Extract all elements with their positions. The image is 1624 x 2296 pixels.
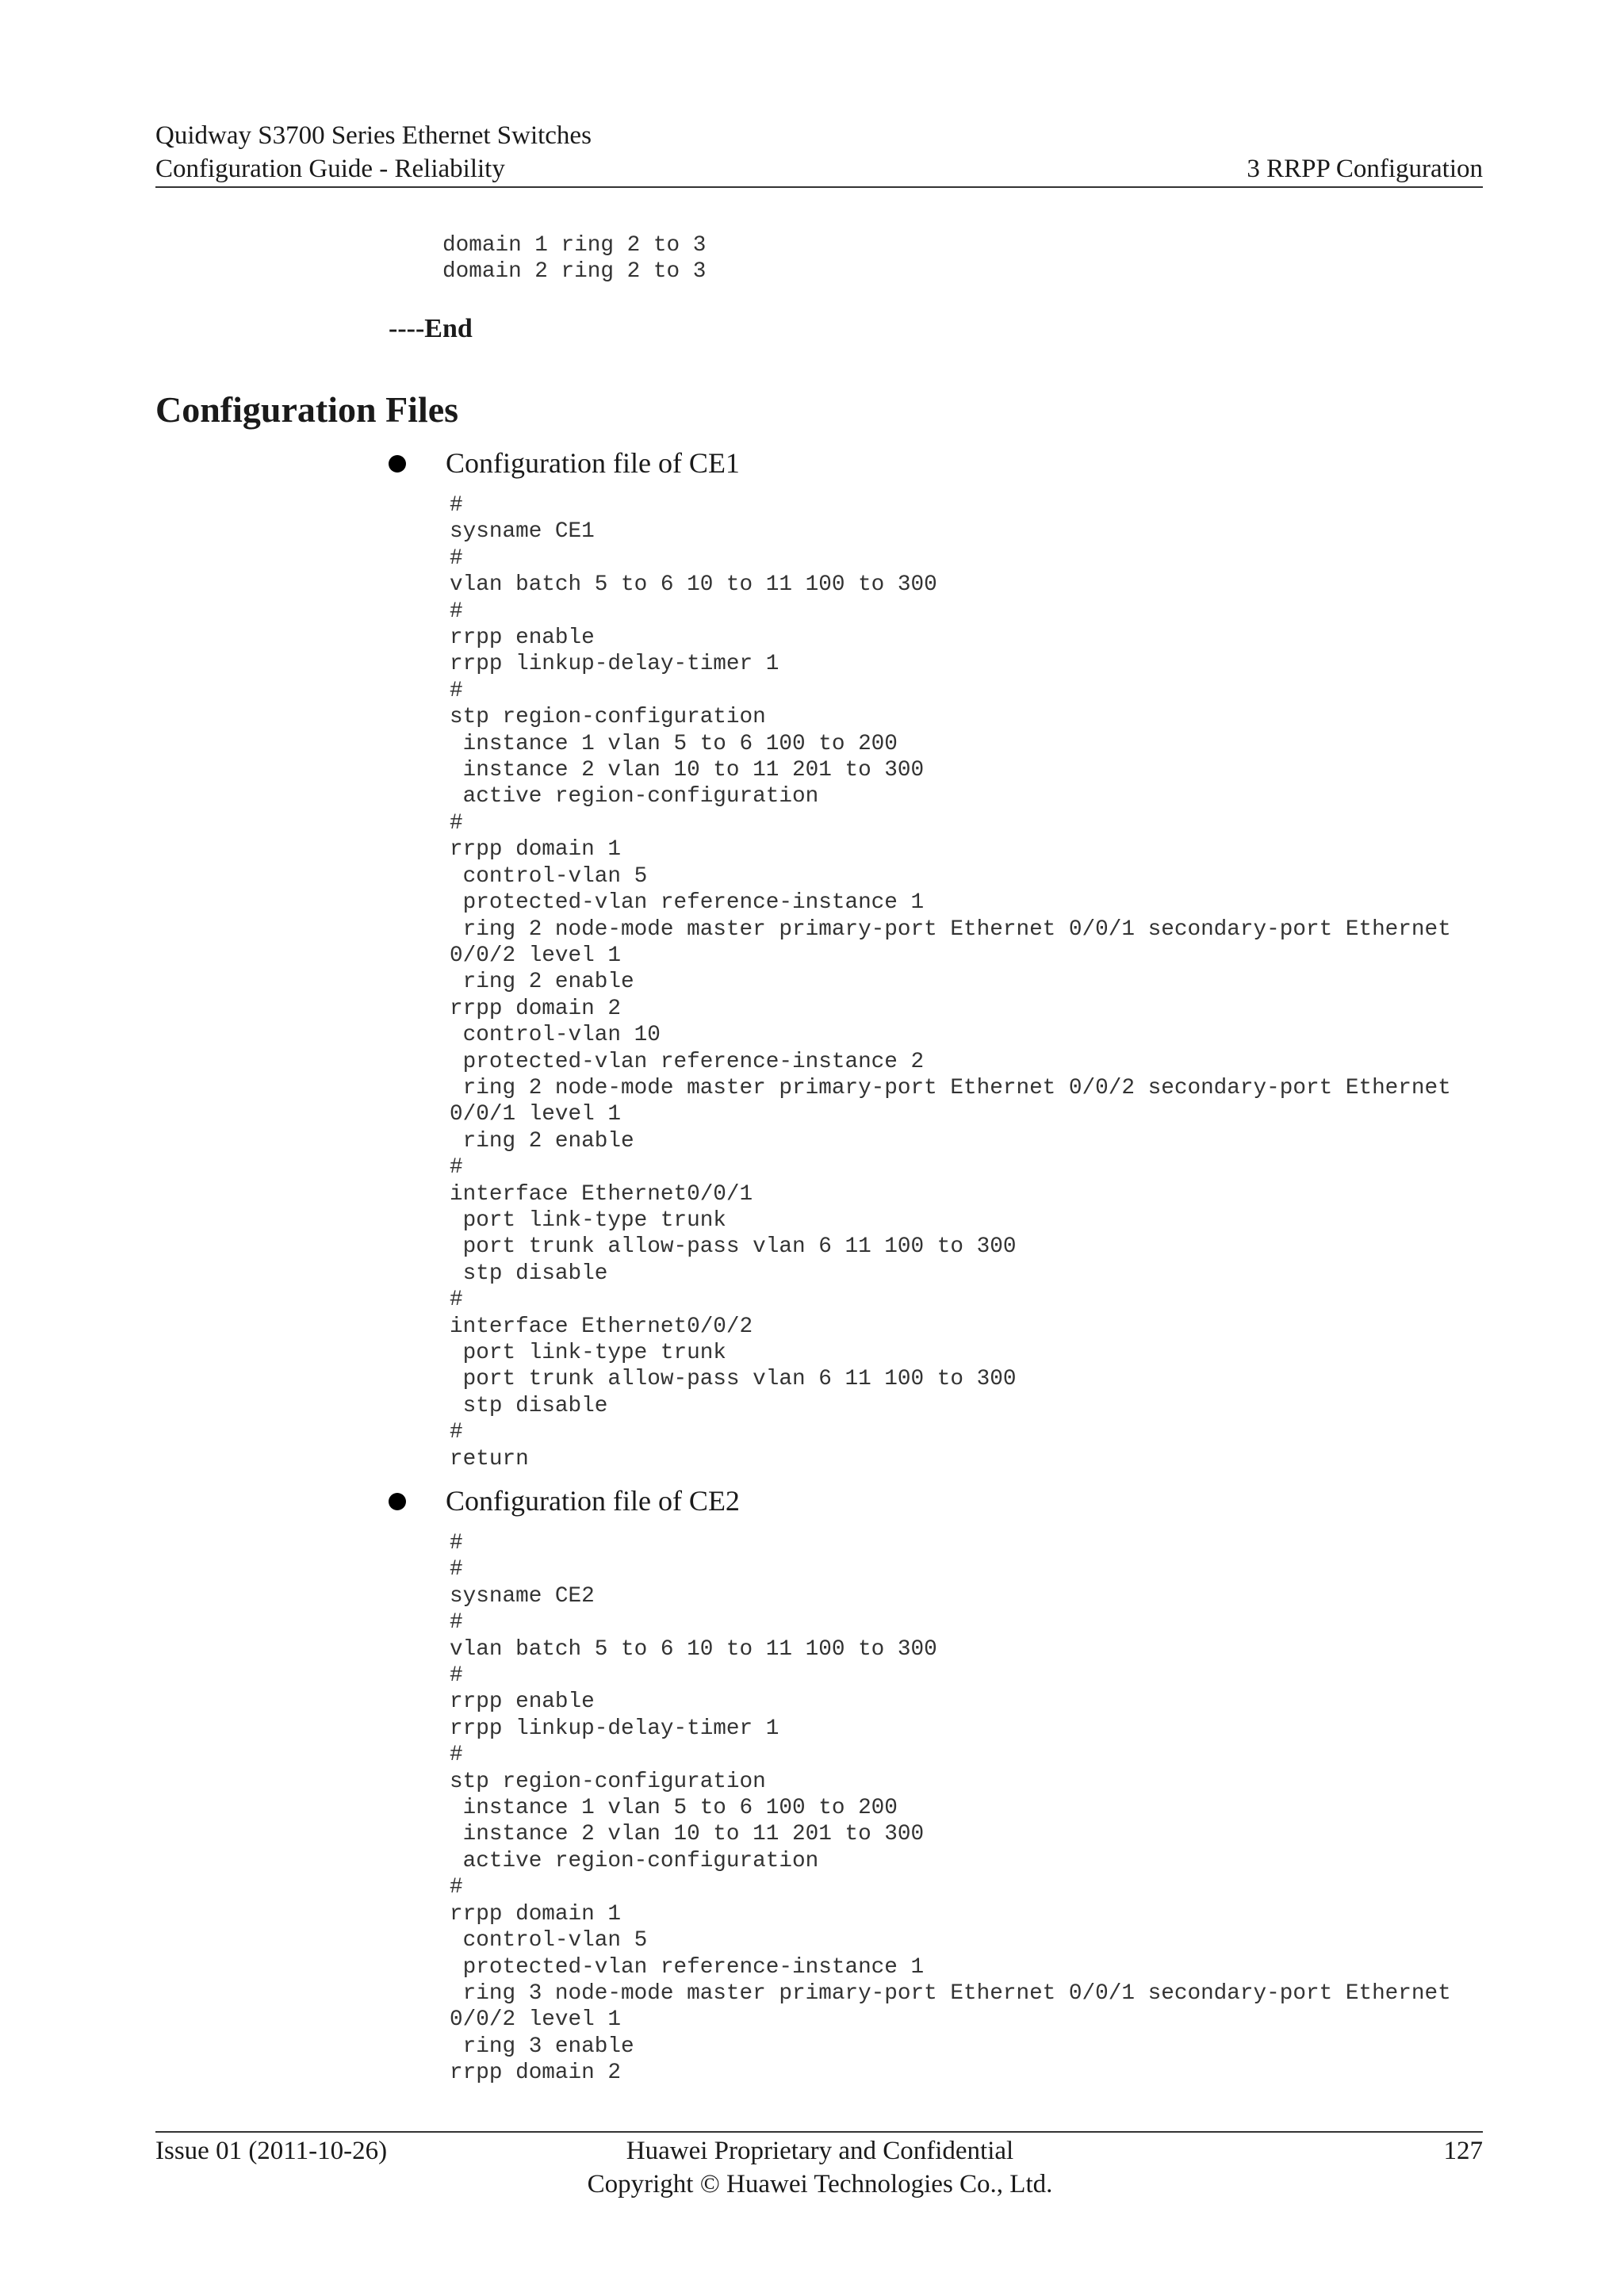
footer-confidential: Huawei Proprietary and Confidential (626, 2137, 1014, 2165)
ce2-label: Configuration file of CE2 (446, 1485, 740, 1517)
section-title: Configuration Files (155, 389, 459, 430)
ce2-config-code-block: # # sysname CE2 # vlan batch 5 to 6 10 to 11 100 to 300 # rrpp enable rrpp linkup-delay-timer 1 # stp region-configuration instance 1 vlan 5 to 6 100 to 200 instance 2 vlan 10 to 11 201 to 300 active region-configuration # rrpp domain 1 control-vlan 5 protected-vlan reference-instance 1 ring 3 node-mode master primary-port Ethernet 0/0/1 secondary-port Ethernet 0/0/2 level 1 ring 3 enable rrpp domain 2 (450, 1531, 1451, 2086)
footer-issue: Issue 01 (2011-10-26) (155, 2137, 388, 2165)
intro-code-block: domain 1 ring 2 to 3 domain 2 ring 2 to 3 (442, 233, 707, 285)
header-divider (155, 186, 1483, 188)
ce1-label: Configuration file of CE1 (446, 447, 740, 479)
header-chapter-title: 3 RRPP Configuration (1247, 155, 1483, 183)
bullet-icon (389, 1493, 406, 1510)
list-item-ce2 (389, 1483, 740, 1518)
list-item-ce1 (389, 446, 740, 480)
page-header-left (155, 119, 592, 186)
header-product-title: Quidway S3700 Series Ethernet Switches (155, 121, 592, 150)
end-marker: ----End (389, 314, 473, 343)
footer-page-number: 127 (1443, 2137, 1483, 2165)
footer-divider (155, 2131, 1483, 2133)
bullet-icon (389, 455, 406, 473)
header-guide-title: Configuration Guide - Reliability (155, 155, 505, 183)
footer-center (0, 2134, 1624, 2201)
ce1-config-code-block: # sysname CE1 # vlan batch 5 to 6 10 to 11 100 to 300 # rrpp enable rrpp linkup-delay-timer 1 # stp region-configuration instance 1 vlan 5 to 6 100 to 200 instance 2 vlan 10 to 11 201 to 300 active region-configuration # rrpp domain 1 control-vlan 5 protected-vlan reference-instance 1 ring 2 node-mode master primary-port Ethernet 0/0/1 secondary-port Ethernet 0/0/2 level 1 ring 2 enable rrpp domain 2 control-vlan 10 protected-vlan reference-instance 2 ring 2 node-mode master primary-port Ethernet 0/0/2 secondary-port Ethernet 0/0/1 level 1 ring 2 enable # interface Ethernet0/0/1 port link-type trunk port trunk allow-pass vlan 6 11 100 to 300 stp disable # interface Ethernet0/0/2 port link-type trunk port trunk allow-pass vlan 6 11 100 to 300 stp disable # return (450, 493, 1451, 1471)
footer-copyright: Copyright © Huawei Technologies Co., Ltd. (587, 2170, 1053, 2198)
